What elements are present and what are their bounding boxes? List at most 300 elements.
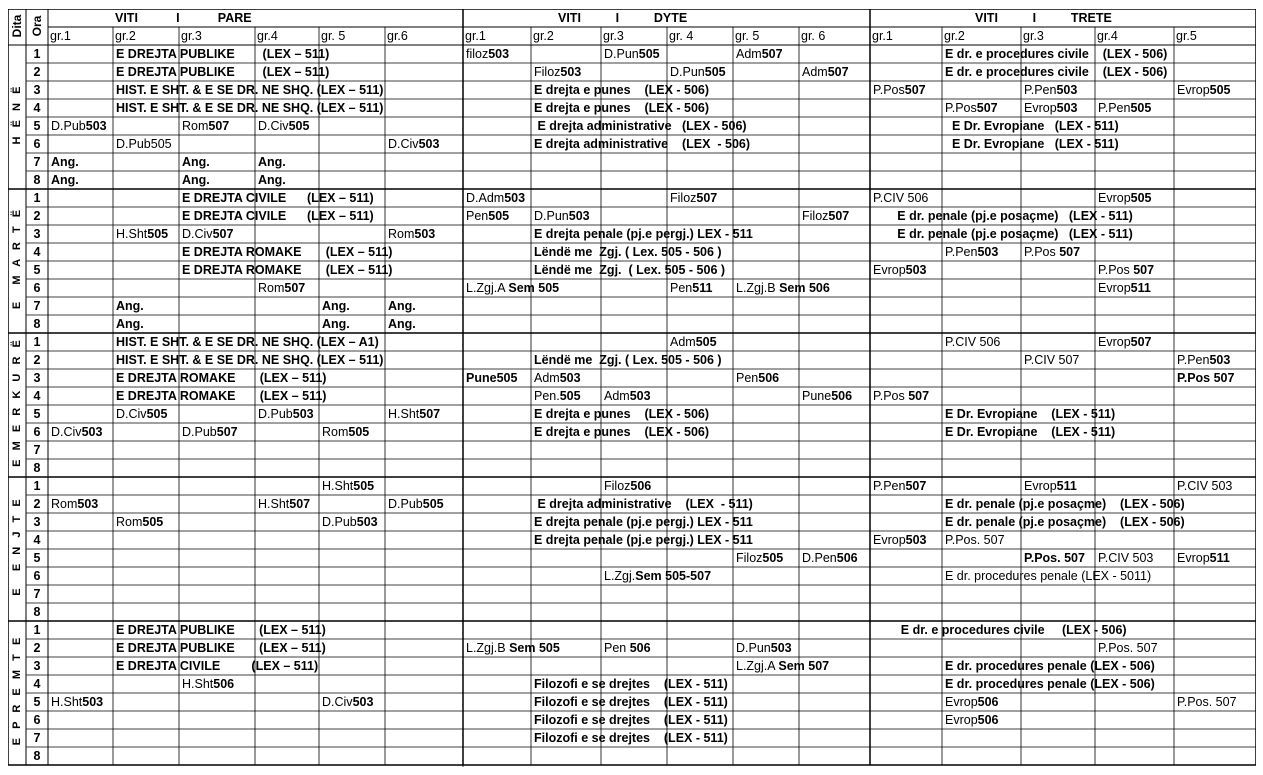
cell-text: P.Pen [945,245,978,259]
cell-text: D.Pub [51,119,86,133]
cell-text: Pen [466,209,489,223]
cell-text: 507 [905,479,927,493]
schedule-cell [49,423,102,441]
cell-text: E dr. penale (pj.e posaçme) (LEX - 511) [873,227,1133,241]
schedule-cell [1096,279,1151,297]
schedule-cell [734,549,783,567]
ora-number: 5 [33,119,41,133]
cell-text: 503 [418,137,440,151]
schedule-cell [668,63,726,81]
cell-text: E drejta penale (pj.e pergj.) LEX - 511 [534,227,753,241]
ora-number: 7 [33,155,41,169]
cell-text: Ang. [258,173,286,187]
schedule-cell [871,225,1133,243]
schedule-cell [943,567,1151,585]
day-label: E M E R K U R Ë [11,339,23,467]
schedule-cell [871,531,927,549]
schedule-cell [114,405,167,423]
schedule-cell [532,261,725,279]
group-header: gr.2 [944,29,965,43]
schedule-cell [320,297,350,315]
cell-text: D.Pen [802,551,837,565]
schedule-cell [602,387,651,405]
ora-number: 5 [33,263,41,277]
ora-number: 6 [33,137,41,151]
schedule-cell [1022,81,1077,99]
cell-text: Adm [604,389,630,403]
cell-text: Pune [466,371,497,385]
schedule-cell [114,81,383,99]
ora-number: 8 [33,749,41,763]
schedule-cell [800,63,849,81]
cell-text: Filozofi e se drejtes (LEX - 511) [534,731,728,745]
cell-text: E DREJTA CIVILE (LEX – 511) [182,191,374,205]
cell-text: 505 [704,65,726,79]
cell-text: 507 [289,497,311,511]
schedule-cell [532,351,722,369]
cell-text: 505 [348,425,370,439]
schedule-cell [943,495,1185,513]
schedule-cell [180,207,374,225]
cell-text: P.Pos [873,389,909,403]
group-header: gr.1 [50,29,71,43]
schedule-cell [464,279,559,297]
ora-number: 6 [33,425,41,439]
schedule-cell [114,99,383,117]
cell-text: Ang. [116,299,144,313]
cell-text: P.CIV 503 [1177,479,1233,493]
schedule-cell [1175,549,1230,567]
ora-number: 1 [33,191,41,205]
schedule-cell [320,477,374,495]
schedule-cell [180,153,210,171]
year-header: VITI I DYTE [558,11,688,25]
ora-number: 4 [33,677,41,691]
cell-text: Sem 505 [508,281,560,295]
schedule-cell [532,693,728,711]
cell-text: D.Civ [258,119,289,133]
cell-text: E dr. procedures penale (LEX - 5011) [945,569,1152,583]
schedule-cell [320,315,350,333]
cell-text: 507 [1133,263,1155,277]
cell-text: Ang. [388,299,416,313]
cell-text: P.Pos. 507 [945,533,1005,547]
group-header: gr.4 [257,29,278,43]
cell-text: 507 [212,227,234,241]
schedule-cell [532,423,709,441]
ora-number: 7 [33,443,41,457]
cell-text: P.Pen [1177,353,1210,367]
cell-text: 505 [559,389,581,403]
schedule-cell [256,171,286,189]
cell-text: Evrop [1024,101,1057,115]
cell-text: Evrop [1098,191,1131,205]
group-header: gr.3 [603,29,624,43]
cell-text: D.Pub [258,407,293,421]
cell-text: Adm [736,47,762,61]
cell-text: E drejta e punes (LEX - 506) [534,83,710,97]
schedule-cell [1096,261,1154,279]
cell-text: 507 [216,425,238,439]
cell-text: 507 [1059,245,1081,259]
cell-text: 507 [284,281,306,295]
cell-text: 511 [1130,281,1151,295]
ora-number: 4 [33,389,41,403]
cell-text: P.CIV 506 [945,335,1001,349]
group-header: gr. 4 [669,29,694,43]
schedule-cell [943,513,1185,531]
cell-text: P.Pos [1098,263,1134,277]
schedule-cell [386,315,416,333]
schedule-cell [1096,99,1151,117]
cell-text: Pune [802,389,832,403]
schedule-cell [943,135,1119,153]
schedule-cell [668,189,717,207]
schedule-cell [1175,351,1230,369]
cell-text: Ang. [322,317,350,331]
schedule-cell [180,423,238,441]
group-header: gr.1 [872,29,893,43]
schedule-cell [871,261,927,279]
cell-text: D.Pub [322,515,357,529]
cell-text: E DREJTA PUBLIKE (LEX – 511) [116,641,326,655]
cell-text: 507 [696,191,718,205]
schedule-cell [943,693,999,711]
schedule-cell [943,333,1000,351]
schedule-cell [256,117,309,135]
ora-number: 1 [33,623,41,637]
cell-text: 506 [758,371,780,385]
cell-text: E DREJTA PUBLIKE (LEX – 511) [116,47,330,61]
ora-number: 8 [33,173,41,187]
cell-text: Lëndë me Zgj. ( Lex. 505 - 506 ) [534,353,722,367]
cell-text: 506 [831,389,853,403]
cell-text: 505 [142,515,164,529]
schedule-cell [114,351,383,369]
year-header: VITI I PARE [115,11,252,25]
group-header: gr.2 [533,29,554,43]
schedule-cell [943,405,1115,423]
cell-text: 503 [1056,101,1078,115]
group-header: gr. 6 [801,29,826,43]
cell-text: 507 [828,209,850,223]
schedule-cell [1096,189,1152,207]
cell-text: filoz [466,47,489,61]
cell-text: E DREJTA CIVILE (LEX – 511) [182,209,374,223]
cell-text: D.Civ [51,425,82,439]
cell-text: E drejta e punes (LEX - 506) [534,425,710,439]
cell-text: 511 [1056,479,1077,493]
schedule-cell [1096,639,1158,657]
schedule-cell [464,369,517,387]
cell-text: E drejta penale (pj.e pergj.) LEX - 511 [534,533,753,547]
ora-number: 7 [33,731,41,745]
schedule-cell [464,639,560,657]
schedule-cell [532,207,590,225]
cell-text: Pen [670,281,693,295]
cell-text: HIST. E SHT. & E SE DR. NE SHQ. (LEX – 511) [116,101,384,115]
cell-text: 503 [504,191,526,205]
schedule-cell [943,99,998,117]
group-header: gr.2 [115,29,136,43]
schedule-cell [800,549,858,567]
schedule-cell [943,63,1167,81]
schedule-cell [871,477,926,495]
cell-text: 506 [977,713,999,727]
cell-text: 503 [488,47,510,61]
ora-number: 2 [33,353,41,367]
cell-text: Evrop [945,695,978,709]
schedule-cell [871,81,926,99]
cell-text: Evrop [873,263,906,277]
cell-text: Sem 505 [509,641,560,655]
cell-text: P.Pen [1024,83,1057,97]
group-header: gr.3 [1023,29,1044,43]
schedule-cell [114,297,144,315]
schedule-cell [256,279,305,297]
cell-text: E DREJTA PUBLIKE (LEX – 511) [116,623,326,637]
cell-text: Evrop [1024,479,1057,493]
schedule-cell [49,117,107,135]
ora-number: 1 [33,47,41,61]
cell-text: 503 [77,497,99,511]
schedule-cell [1175,477,1232,495]
cell-text: 506 [836,551,858,565]
schedule-cell [532,225,753,243]
cell-text: 503 [560,65,582,79]
cell-text: 503 [81,425,103,439]
cell-text: 503 [977,245,999,259]
schedule-cell [180,225,233,243]
cell-text: Ang. [182,155,210,169]
cell-text: Filoz [802,209,829,223]
schedule-cell [114,135,172,153]
schedule-cell [114,387,326,405]
ora-number: 7 [33,587,41,601]
cell-text: D.Pun [736,641,771,655]
cell-text: E dr. penale (pj.e posaçme) (LEX - 506) [945,497,1185,511]
cell-text: 507 [976,101,998,115]
cell-text: E dr. e procedures civile (LEX - 506) [945,47,1168,61]
schedule-cell [943,531,1005,549]
cell-text: 505 [496,371,518,385]
schedule-cell [464,189,525,207]
cell-text: Ang. [322,299,350,313]
cell-text: P.CIV 507 [1024,353,1080,367]
schedule-cell [668,279,712,297]
cell-text: E dr. penale (pj.e posaçme) (LEX - 511) [873,209,1133,223]
cell-text: Filoz [534,65,561,79]
schedule-cell [1022,99,1078,117]
cell-text: Filoz [604,479,631,493]
cell-text: 506 [213,677,235,691]
schedule-cell [602,477,651,495]
day-label: E M A R T Ë [11,208,23,310]
cell-text: Ang. [51,155,79,169]
ora-number: 4 [33,245,41,259]
schedule-cell [464,207,509,225]
cell-text: E dr. penale (pj.e posaçme) (LEX - 506) [945,515,1185,529]
cell-text: 503 [292,407,314,421]
cell-text: 503 [414,227,436,241]
schedule-cell [800,207,849,225]
group-header: gr.6 [387,29,408,43]
ora-number: 2 [33,209,41,223]
cell-text: E DREJTA PUBLIKE (LEX – 511) [116,65,330,79]
cell-text: 507 [761,47,783,61]
ora-number: 3 [33,83,41,97]
cell-text: Ang. [51,173,79,187]
cell-text: P.CIV 506 [873,191,929,205]
ora-number: 4 [33,101,41,115]
schedule-cell [1022,351,1079,369]
schedule-cell [386,297,416,315]
schedule-cell [943,657,1155,675]
cell-text: Ang. [388,317,416,331]
schedule-cell [532,675,728,693]
schedule-cell [386,135,439,153]
schedule-cell [114,657,318,675]
cell-text: 503 [568,209,590,223]
cell-text: 503 [356,515,378,529]
cell-text: Lëndë me Zgj. ( Lex. 505 - 506 ) [534,245,722,259]
schedule-cell [114,513,163,531]
cell-text: E drejta e punes (LEX - 506) [534,407,710,421]
schedule-cell [532,63,581,81]
schedule-cell [532,135,750,153]
schedule-cell [114,639,326,657]
cell-text: H.Sht [322,479,354,493]
schedule-cell [114,333,379,351]
schedule-cell [734,279,830,297]
schedule-cell [114,315,144,333]
ora-number: 1 [33,479,41,493]
schedule-cell [256,405,314,423]
cell-text: 505 [147,227,169,241]
cell-text: E Dr. Evropiane (LEX - 511) [945,425,1116,439]
schedule-cell [871,189,928,207]
cell-text: 505 [146,407,168,421]
cell-text: L.Zgj. [604,569,636,583]
schedule-cell [180,261,392,279]
schedule-cell [49,153,79,171]
cell-text: 505 [1209,83,1231,97]
schedule-cell [532,513,753,531]
cell-text: 505 [288,119,310,133]
group-header: gr.5 [1176,29,1197,43]
cell-text: H.Sht [116,227,148,241]
schedule-cell [386,405,440,423]
schedule-cell [256,153,286,171]
cell-text: Filoz [670,191,697,205]
schedule-cell [602,45,660,63]
schedule-cell [943,117,1119,135]
cell-text: E drejta administrative (LEX - 506) [534,119,747,133]
cell-text: Rom [388,227,415,241]
schedule-cell [532,369,581,387]
group-header: gr. 5 [735,29,760,43]
ora-number: 8 [33,605,41,619]
cell-text: D.Civ [116,407,147,421]
cell-text: Rom [258,281,285,295]
schedule-cell [943,423,1115,441]
schedule-cell [943,45,1167,63]
cell-text: 505 [1130,191,1152,205]
cell-text: 503 [770,641,792,655]
schedule-cell [602,639,651,657]
cell-text: 503 [1209,353,1231,367]
cell-text: D.Pun [670,65,705,79]
ora-number: 5 [33,551,41,565]
ora-number: 3 [33,227,41,241]
cell-text: E DREJTA CIVILE (LEX – 511) [116,659,319,673]
ora-number: 6 [33,281,41,295]
cell-text: Evrop [1177,551,1210,565]
ora-number: 3 [33,515,41,529]
cell-text: 503 [85,119,107,133]
cell-text: D.Pub [182,425,217,439]
cell-text: P.Pos. 507 [1177,695,1237,709]
cell-text: Pen [736,371,759,385]
cell-text: 505 [638,47,660,61]
cell-text: Pen [604,641,630,655]
cell-text: Evrop [1098,281,1131,295]
cell-text: 505 [1130,101,1152,115]
cell-text: E Dr. Evropiane (LEX - 511) [945,407,1116,421]
cell-text: 507 [419,407,441,421]
schedule-cell [532,405,709,423]
schedule-cell [800,387,852,405]
cell-text: E drejta administrative (LEX - 506) [534,137,751,151]
schedule-cell [320,693,373,711]
schedule-cell [49,171,79,189]
schedule-cell [532,495,753,513]
cell-text: L.Zgj.B [736,281,780,295]
cell-text: 507 [1130,335,1152,349]
schedule-cell [532,711,728,729]
cell-text: Ang. [258,155,286,169]
cell-text: Evrop [873,533,906,547]
cell-text: L.Zgj.A [736,659,779,673]
timetable [8,9,1256,767]
cell-text: P.Pos. 507 [1024,551,1085,565]
cell-text: P.Pen [1098,101,1131,115]
schedule-cell [1175,369,1234,387]
cell-text: E Dr. Evropiane (LEX - 511) [945,137,1119,151]
cell-text: Adm [534,371,560,385]
ora-number: 8 [33,317,41,331]
ora-label: Ora [30,15,44,37]
cell-text: E DREJTA ROMAKE (LEX – 511) [182,245,393,259]
schedule-cell [386,495,444,513]
cell-text: L.Zgj.B [466,641,510,655]
schedule-cell [1022,549,1085,567]
cell-text: P.Pos [1024,245,1060,259]
schedule-cell [386,225,435,243]
cell-text: E dr. e procedures civile (LEX - 506) [945,65,1168,79]
cell-text: 503 [905,263,927,277]
cell-text: E drejta e punes (LEX - 506) [534,101,710,115]
schedule-cell [532,81,709,99]
schedule-cell [1022,477,1077,495]
cell-text: Filozofi e se drejtes (LEX - 511) [534,713,728,727]
cell-text: P.Pos [945,101,977,115]
ora-number: 8 [33,461,41,475]
schedule-cell [871,207,1133,225]
schedule-cell [256,495,310,513]
schedule-cell [532,99,709,117]
cell-text: Sem 507 [778,659,830,673]
